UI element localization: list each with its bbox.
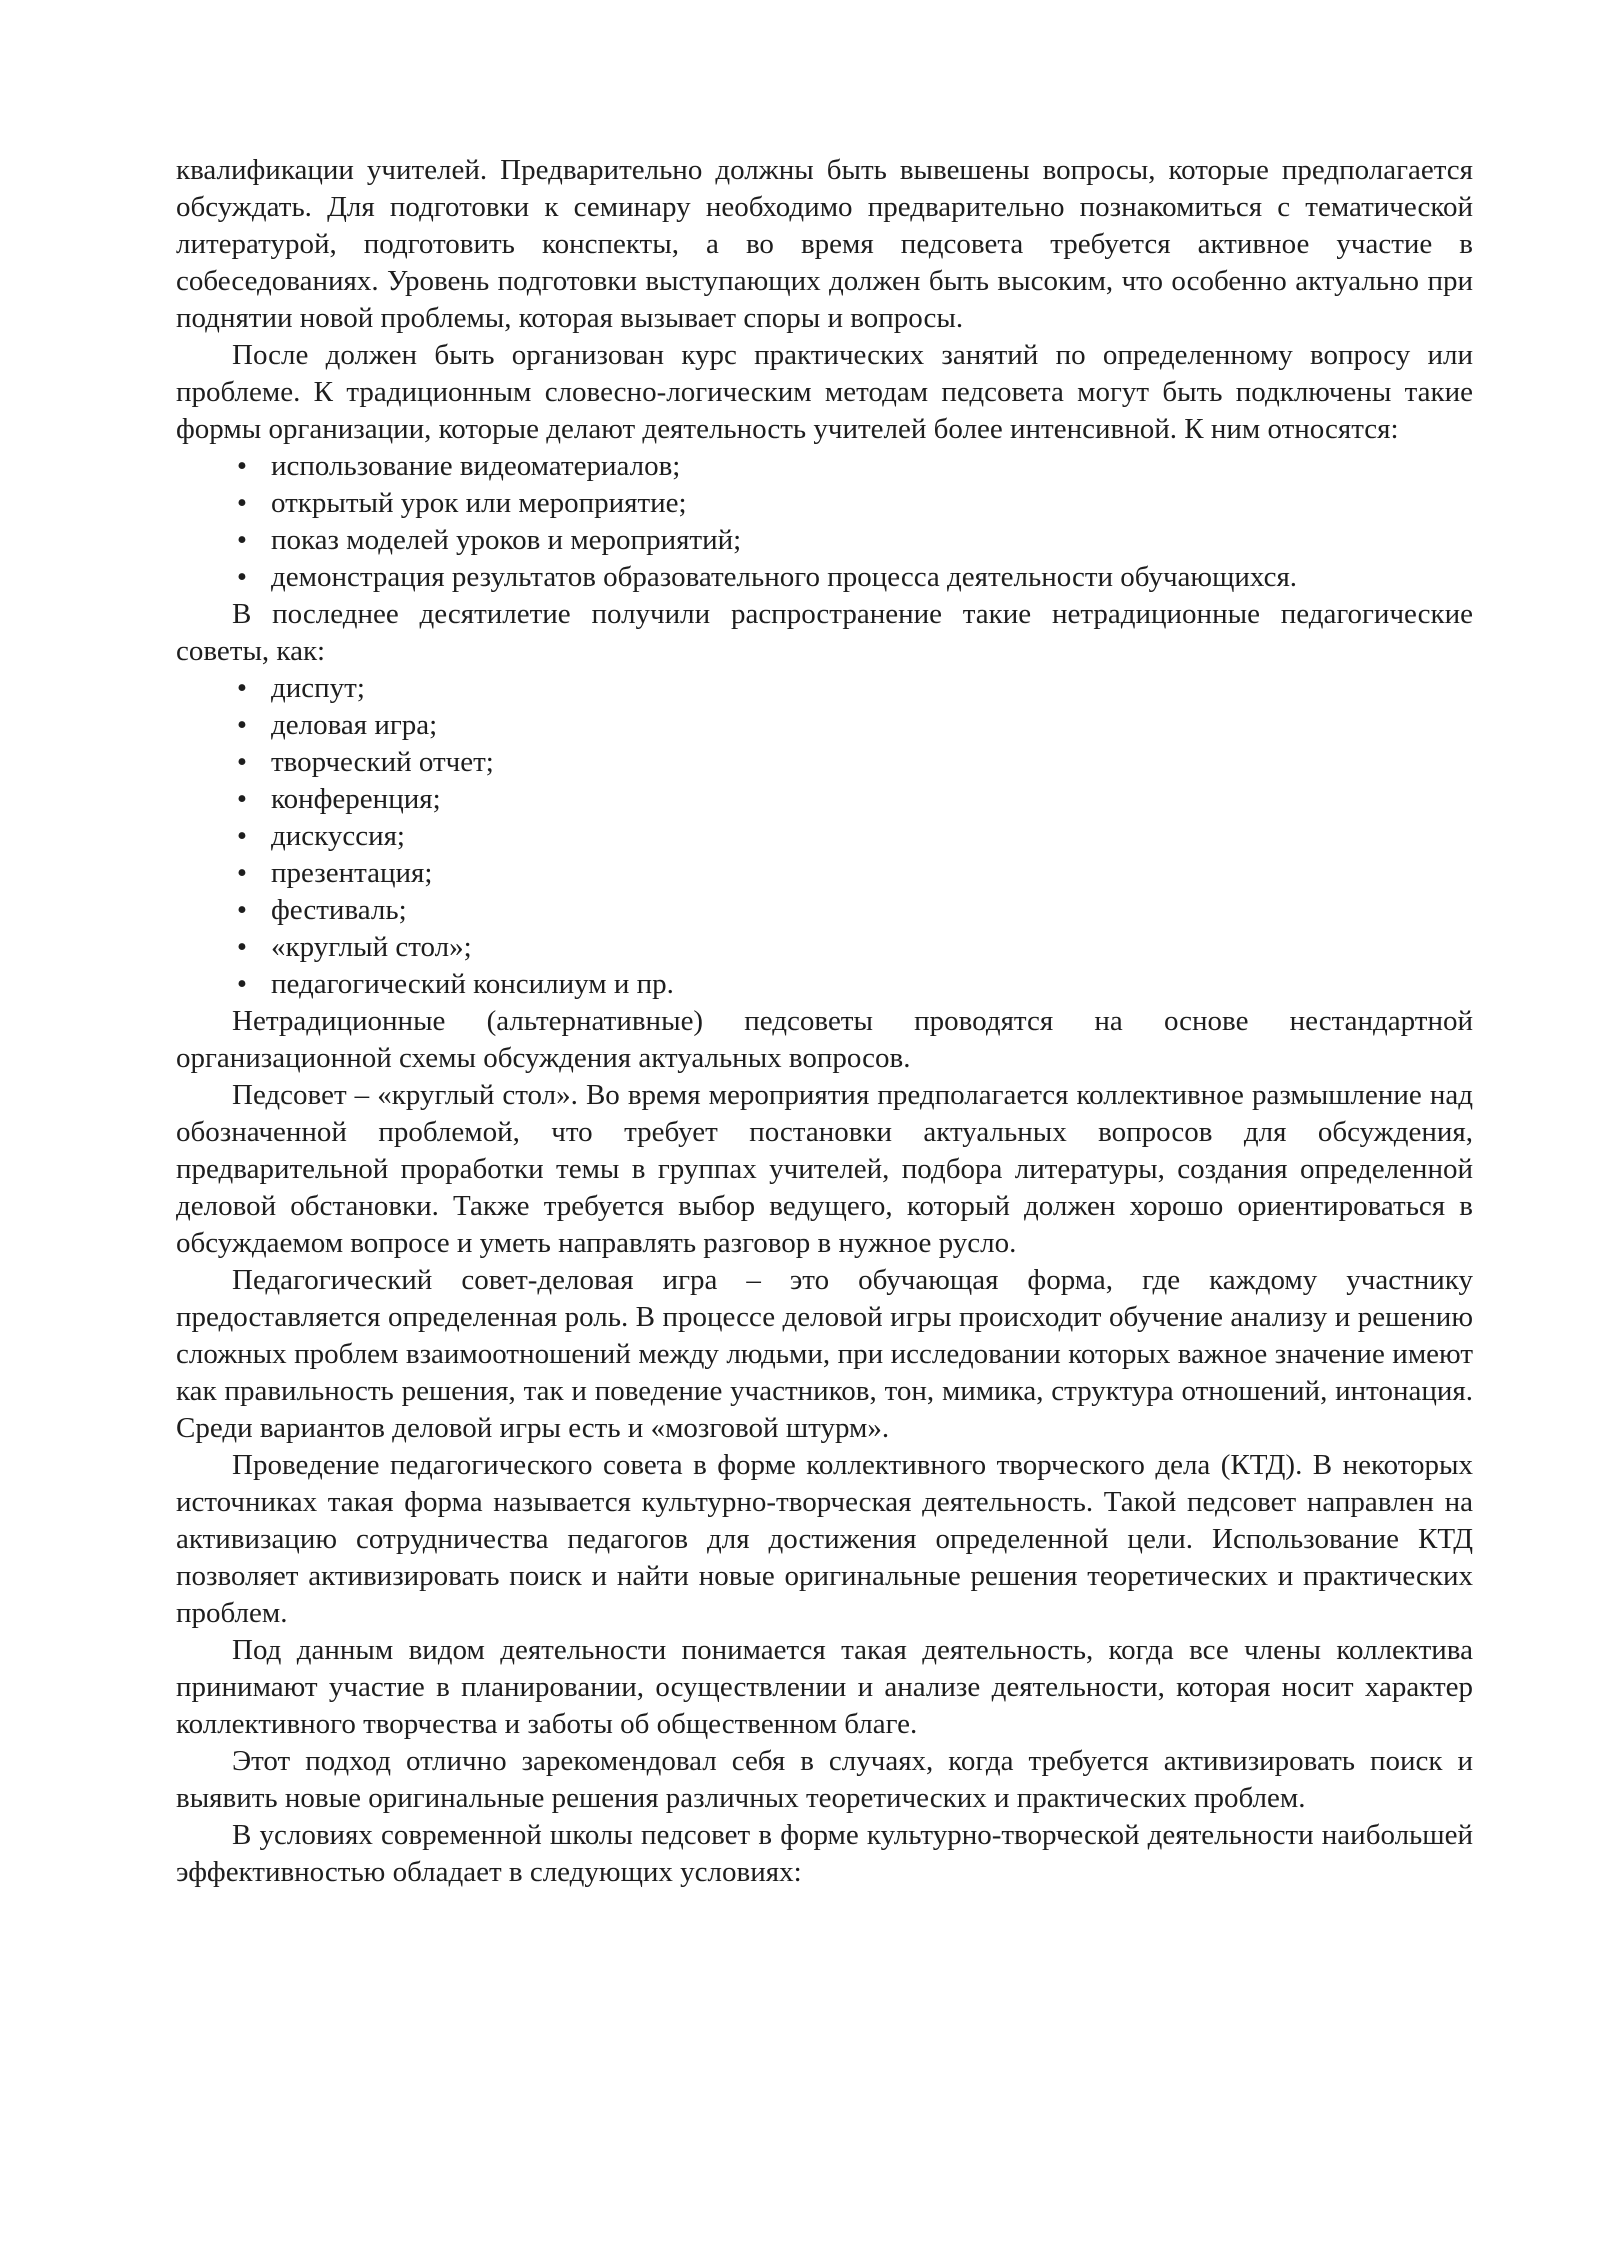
list-item (176, 448, 1473, 485)
bullet-icon: • (236, 487, 248, 519)
document-body (176, 152, 1473, 1891)
list-item (176, 929, 1473, 966)
list-item (176, 485, 1473, 522)
paragraph-conditions: В условиях современной школы педсовет в форме культурно-творческой деятельности наибольшей эффективностью обладает в следующих условиях: (176, 1819, 1473, 1888)
paragraph-activity: Под данным видом деятельности понимается такая деятельность, когда все члены коллектива принимают участие в планировании, осуществлении и анализе деятельности, которая носит характер коллективного творчества и заботы об общественном благе. (176, 1634, 1473, 1740)
list-item (176, 559, 1473, 596)
bullet-icon: • (236, 746, 248, 778)
paragraph-approach: Этот подход отлично зарекомендовал себя в случаях, когда требуется активизировать поиск и выявить новые оригинальные решения различных теоретических и практических проблем. (176, 1745, 1473, 1814)
paragraph-decade: В последнее десятилетие получили распространение такие нетрадиционные педагогические советы, как: (176, 598, 1473, 667)
list-item-text: конференция; (271, 783, 441, 815)
list-item-text: использование видеоматериалов; (271, 450, 681, 482)
list-item-text: показ моделей уроков и мероприятий; (271, 524, 742, 556)
list-item (176, 522, 1473, 559)
paragraph-business-game: Педагогический совет-деловая игра – это обучающая форма, где каждому участнику предоставляется определенная роль. В процессе деловой игры происходит обучение анализу и решению сложных проблем взаимоотношений между людьми, при исследовании которых важное значение имеют как правильность решения, так и поведение участников, тон, мимика, структура отношений, интонация. Среди вариантов деловой игры есть и «мозговой штурм». (176, 1264, 1473, 1444)
list-item (176, 707, 1473, 744)
bullet-icon: • (236, 783, 248, 815)
paragraph-round-table: Педсовет – «круглый стол». Во время мероприятия предполагается коллективное размышление над обозначенной проблемой, что требует постановки актуальных вопросов для обсуждения, предварительной проработки темы в группах учителей, подбора литературы, создания определенной деловой обстановки. Также требуется выбор ведущего, который должен хорошо ориентироваться в обсуждаемом вопросе и уметь направлять разговор в нужное русло. (176, 1079, 1473, 1259)
list-item-text: фестиваль; (271, 894, 407, 926)
list-item (176, 855, 1473, 892)
list-item (176, 744, 1473, 781)
list-item (176, 670, 1473, 707)
list-item (176, 892, 1473, 929)
bullet-icon: • (236, 968, 248, 1000)
bullet-icon: • (236, 450, 248, 482)
list-item-text: дискуссия; (271, 820, 405, 852)
list-item-text: «круглый стол»; (271, 931, 472, 963)
bullet-icon: • (236, 857, 248, 889)
bullet-icon: • (236, 561, 248, 593)
bullet-icon: • (236, 672, 248, 704)
list-item-text: открытый урок или мероприятие; (271, 487, 687, 519)
bullet-icon: • (236, 820, 248, 852)
list-item-text: педагогический консилиум и пр. (271, 968, 674, 1000)
paragraph-ktd: Проведение педагогического совета в форме коллективного творческого дела (КТД). В некоторых источниках такая форма называется культурно-творческая деятельность. Такой педсовет направлен на активизацию сотрудничества педагогов для достижения определенной цели. Использование КТД позволяет активизировать поиск и найти новые оригинальные решения теоретических и практических проблем. (176, 1449, 1473, 1629)
bullet-icon: • (236, 894, 248, 926)
bullet-icon: • (236, 931, 248, 963)
list-item (176, 818, 1473, 855)
list-forms (176, 448, 1473, 596)
bullet-icon: • (236, 709, 248, 741)
list-item-text: презентация; (271, 857, 433, 889)
list-item-text: демонстрация результатов образовательного процесса деятельности обучающихся. (271, 561, 1298, 593)
list-item-text: творческий отчет; (271, 746, 494, 778)
list-nontraditional (176, 670, 1473, 1003)
list-item-text: деловая игра; (271, 709, 438, 741)
paragraph-alternative: Нетрадиционные (альтернативные) педсоветы проводятся на основе нестандартной организационной схемы обсуждения актуальных вопросов. (176, 1005, 1473, 1074)
list-item (176, 781, 1473, 818)
list-item (176, 966, 1473, 1003)
list-item-text: диспут; (271, 672, 365, 704)
paragraph-practical: После должен быть организован курс практических занятий по определенному вопросу или проблеме. К традиционным словесно-логическим методам педсовета могут быть подключены такие формы организации, которые делают деятельность учителей более интенсивной. К ним относятся: (176, 339, 1473, 445)
bullet-icon: • (236, 524, 248, 556)
paragraph-intro: квалификации учителей. Предварительно должны быть вывешены вопросы, которые предполагается обсуждать. Для подготовки к семинару необходимо предварительно познакомиться с тематической литературой, подготовить конспекты, а во время педсовета требуется активное участие в собеседованиях. Уровень подготовки выступающих должен быть высоким, что особенно актуально при поднятии новой проблемы, которая вызывает споры и вопросы. (176, 154, 1473, 334)
